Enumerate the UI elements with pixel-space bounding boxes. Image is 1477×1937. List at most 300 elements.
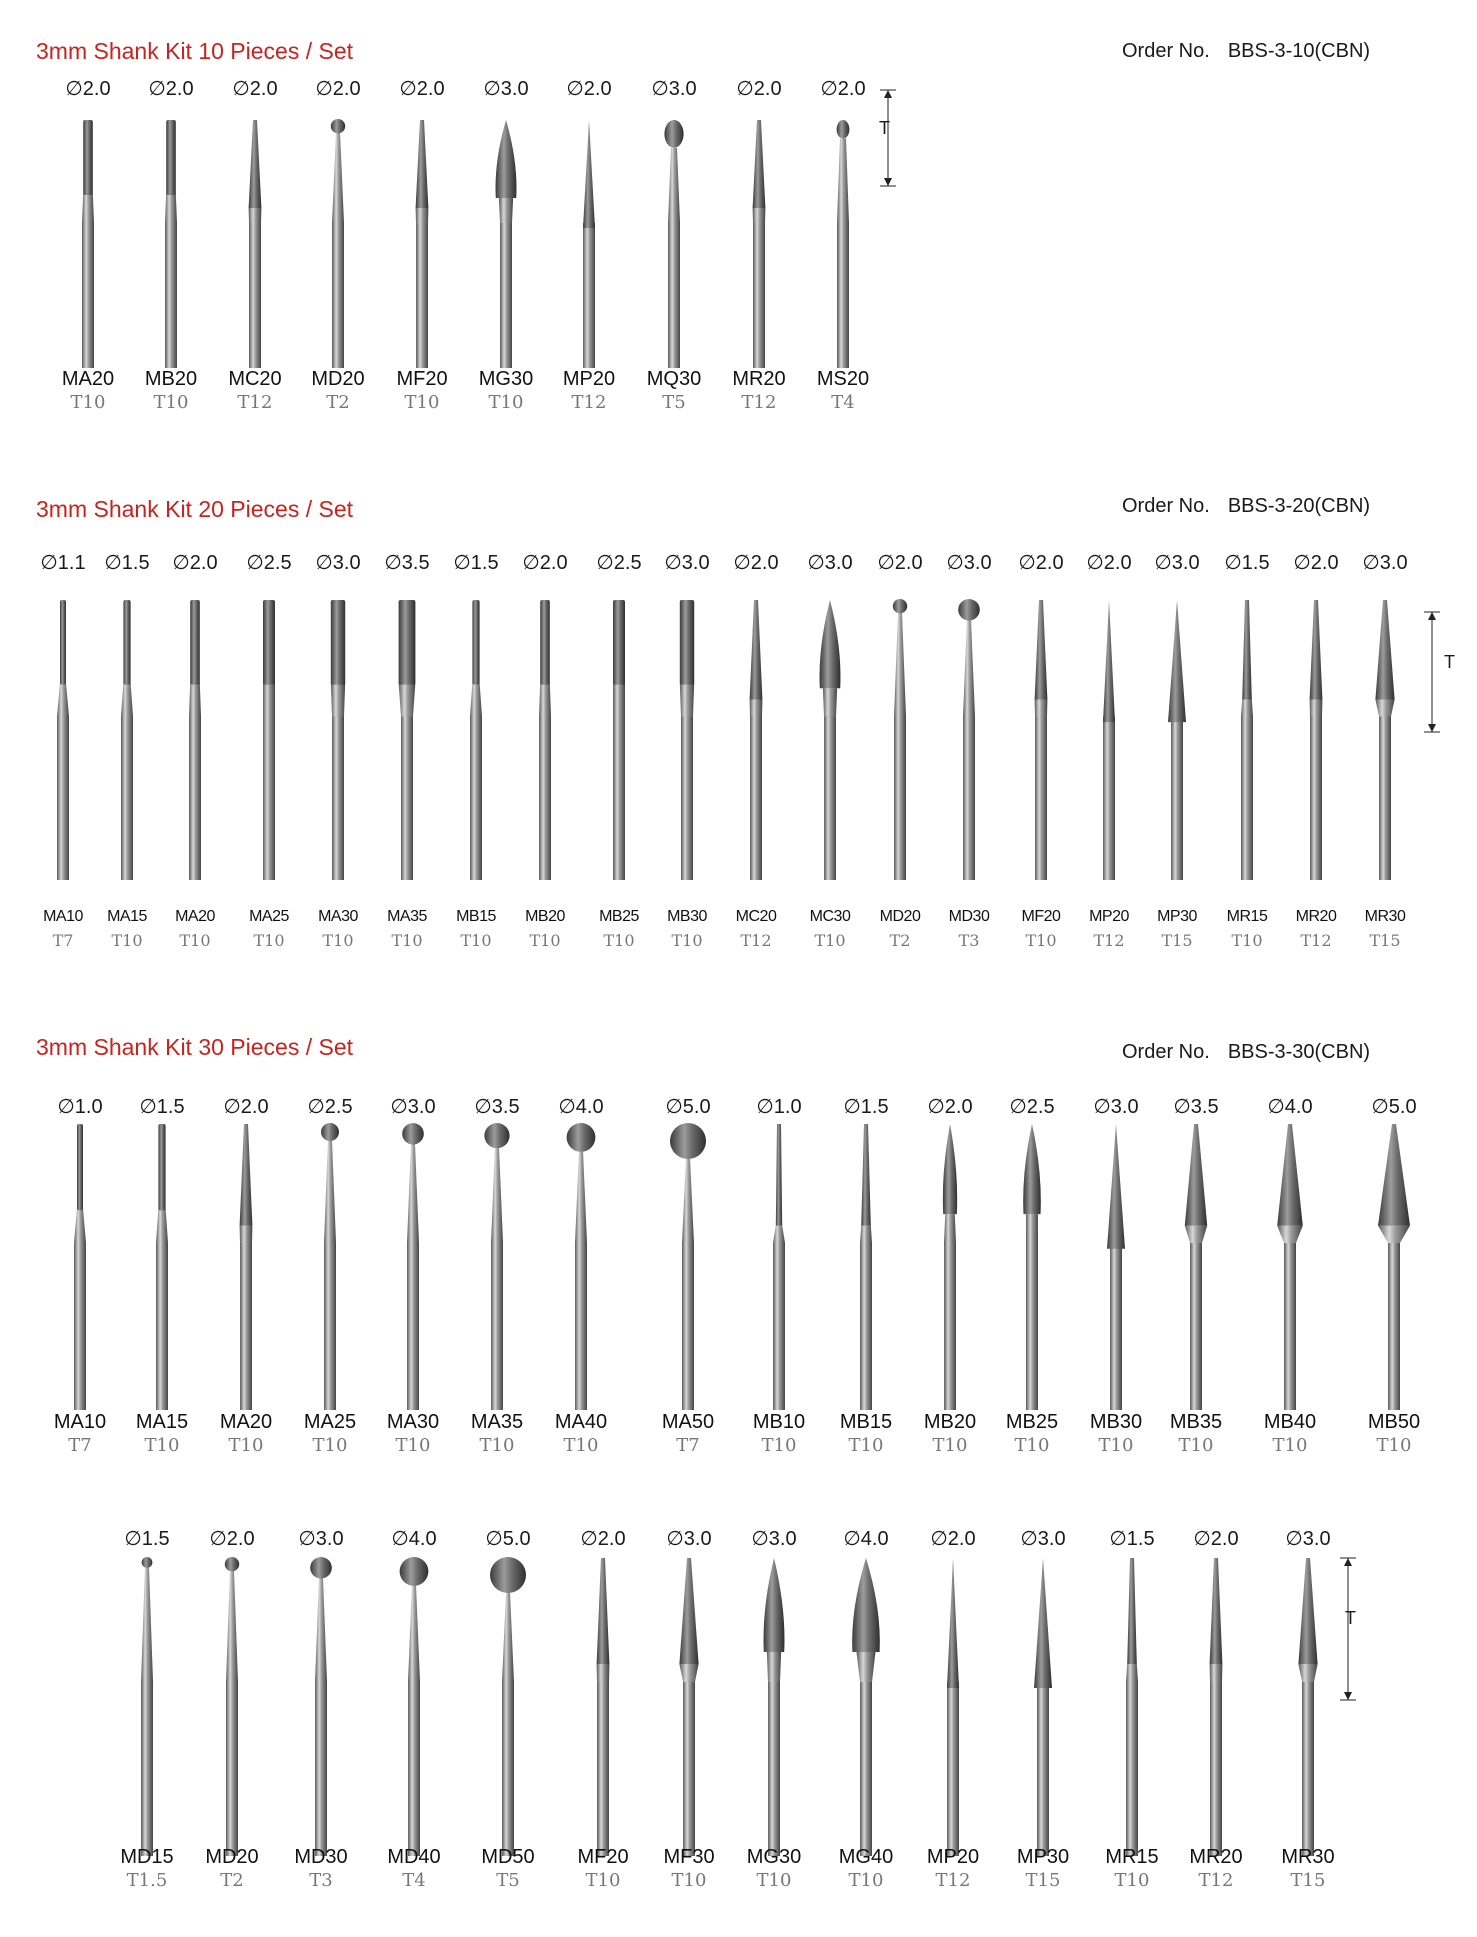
length-code: T15 (1369, 931, 1401, 950)
bur-figure (1176, 1122, 1216, 1415)
bur-image (1227, 598, 1267, 880)
diameter-label: ∅2.0 (1018, 552, 1064, 574)
diameter-label: ∅2.0 (148, 78, 194, 100)
length-code: T10 (932, 1435, 968, 1456)
grit-head (1378, 1124, 1410, 1226)
grit-head (225, 1557, 239, 1571)
bur-image (654, 118, 694, 368)
diameter-label: ∅2.0 (399, 78, 445, 100)
model-code: MD30 (294, 1846, 348, 1868)
length-t-label: T (879, 118, 890, 138)
bur-image (1365, 598, 1405, 880)
bur-image (318, 118, 358, 368)
bur-image (226, 1122, 266, 1410)
kit-title: 3mm Shank Kit 20 Pieces / Set (36, 496, 354, 522)
grit-head (958, 599, 980, 621)
bur-figure (1023, 1556, 1063, 1861)
grit-head (680, 600, 694, 685)
bur-image (301, 1556, 341, 1856)
diameter-label: ∅2.0 (877, 552, 923, 574)
grit-head (1103, 600, 1115, 722)
shank (1284, 1243, 1296, 1410)
bur-image (107, 598, 147, 880)
bur-image (846, 1122, 886, 1410)
diameter-label: ∅3.0 (946, 552, 992, 574)
model-code: MA15 (135, 1411, 189, 1433)
bur-figure (583, 1556, 623, 1861)
length-code: T12 (935, 1870, 971, 1891)
length-code: T10 (404, 392, 440, 413)
grit-head (321, 1123, 339, 1141)
grit-head (472, 600, 479, 685)
diameter-label: ∅2.0 (733, 552, 779, 574)
diameter-label: ∅1.0 (57, 1096, 103, 1118)
grit-head (331, 600, 345, 685)
bur-figure (212, 1556, 252, 1861)
bur-image (933, 1556, 973, 1856)
length-code: T4 (831, 392, 855, 413)
bur-image (318, 598, 358, 880)
grit-head (249, 120, 262, 208)
bur-figure (249, 598, 289, 885)
model-code: MP20 (926, 1846, 980, 1868)
diameter-label: ∅2.5 (596, 552, 642, 574)
bur-image (477, 1122, 517, 1410)
bur-image (1157, 598, 1197, 880)
length-code: T10 (228, 1435, 264, 1456)
length-code: T10 (1098, 1435, 1134, 1456)
length-code: T10 (1014, 1435, 1050, 1456)
shank (240, 1243, 252, 1410)
model-code: MB20 (923, 1411, 977, 1433)
bur-figure (525, 598, 565, 885)
length-code: T10 (603, 931, 635, 950)
model-code: MB30 (667, 908, 707, 925)
grit-head (670, 1123, 706, 1159)
shank (1190, 1243, 1202, 1410)
diameter-label: ∅4.0 (558, 1096, 604, 1118)
order-code: BBS-3-10(CBN) (1227, 40, 1371, 62)
shank (1110, 1243, 1122, 1410)
diameter-label: ∅2.0 (65, 78, 111, 100)
diameter-label: ∅1.5 (104, 552, 150, 574)
length-code: T10 (479, 1435, 515, 1456)
grit-head (1298, 1558, 1317, 1664)
model-code: MD30 (948, 908, 990, 925)
bur-image (1374, 1122, 1414, 1410)
diameter-label: ∅1.1 (40, 552, 86, 574)
grit-head (1023, 1124, 1041, 1214)
length-code: T3 (309, 1870, 333, 1891)
bur-figure (318, 118, 358, 373)
shank (583, 223, 595, 368)
diameter-label: ∅3.0 (807, 552, 853, 574)
grit-head (1168, 600, 1186, 722)
shank (1388, 1243, 1400, 1410)
length-t-label: T (1444, 652, 1455, 672)
grit-head (764, 1558, 785, 1652)
shank (416, 223, 428, 368)
shank (407, 1243, 419, 1410)
model-code: MA20 (61, 368, 115, 390)
length-code: T10 (585, 1870, 621, 1891)
bur-image (846, 1556, 886, 1856)
grit-head (484, 1123, 509, 1148)
bur-figure (1288, 1556, 1328, 1861)
model-code: MB40 (1263, 1411, 1317, 1433)
diameter-label: ∅3.0 (483, 78, 529, 100)
bur-figure (394, 1556, 434, 1861)
grit-head (60, 600, 66, 685)
diameter-label: ∅2.0 (580, 1528, 626, 1550)
bur-image (759, 1122, 799, 1410)
dimension-arrow (1422, 608, 1442, 736)
bur-figure (754, 1556, 794, 1861)
bur-image (930, 1122, 970, 1410)
shank (773, 1243, 785, 1410)
grit-head (750, 600, 763, 700)
shank (1026, 1243, 1038, 1410)
model-code: MR20 (732, 368, 786, 390)
bur-figure (759, 1122, 799, 1415)
kit-title: 3mm Shank Kit 30 Pieces / Set (36, 1034, 354, 1060)
shank (1035, 716, 1047, 880)
length-code: T10 (460, 931, 492, 950)
model-code: MA50 (661, 1411, 715, 1433)
grit-head (190, 600, 200, 685)
grit-head (400, 1557, 429, 1586)
shank (947, 1682, 959, 1856)
grit-head (664, 120, 683, 148)
grit-head (861, 1124, 871, 1226)
length-code: T10 (814, 931, 846, 950)
shank (597, 1682, 609, 1856)
diameter-label: ∅5.0 (665, 1096, 711, 1118)
bur-figure (318, 598, 358, 885)
bur-figure (235, 118, 275, 373)
bur-figure (107, 598, 147, 885)
length-t-indicator (878, 86, 898, 195)
model-code: MB15 (839, 1411, 893, 1433)
model-code: MA20 (219, 1411, 273, 1433)
length-code: T10 (1272, 1435, 1308, 1456)
model-code: MA40 (554, 1411, 608, 1433)
model-code: MP20 (562, 368, 616, 390)
length-code: T10 (391, 931, 423, 950)
bur-image (754, 1556, 794, 1856)
bur-figure (561, 1122, 601, 1415)
model-code: MD15 (120, 1846, 174, 1868)
length-code: T10 (671, 931, 703, 950)
order-code: BBS-3-20(CBN) (1227, 495, 1371, 517)
grit-head (402, 1123, 424, 1145)
length-code: T10 (848, 1435, 884, 1456)
length-code: T10 (312, 1435, 348, 1456)
shank (824, 716, 836, 880)
length-code: T10 (488, 392, 524, 413)
length-code: T7 (676, 1435, 700, 1456)
bur-image (1196, 1556, 1236, 1856)
model-code: MA35 (387, 908, 427, 925)
diameter-label: ∅2.5 (307, 1096, 353, 1118)
bur-figure (810, 598, 850, 885)
length-code: T10 (153, 392, 189, 413)
bur-image (175, 598, 215, 880)
bur-figure (488, 1556, 528, 1861)
bur-image (1012, 1122, 1052, 1410)
bur-image (235, 118, 275, 368)
bur-image (402, 118, 442, 368)
shank (575, 1243, 587, 1410)
length-code: T10 (756, 1870, 792, 1891)
grit-head (1375, 600, 1394, 700)
model-code: MB25 (1005, 1411, 1059, 1433)
diameter-label: ∅2.0 (1193, 1528, 1239, 1550)
shank (1302, 1682, 1314, 1856)
grit-head (1185, 1124, 1207, 1226)
diameter-label: ∅1.5 (1224, 552, 1270, 574)
model-code: MP20 (1089, 908, 1129, 925)
diameter-label: ∅5.0 (1371, 1096, 1417, 1118)
bur-figure (1270, 1122, 1310, 1415)
model-code: MR30 (1364, 908, 1406, 925)
diameter-label: ∅3.0 (666, 1528, 712, 1550)
shank (500, 223, 512, 368)
diameter-label: ∅2.0 (209, 1528, 255, 1550)
shank (74, 1243, 86, 1410)
bur-image (599, 598, 639, 880)
length-code: T10 (322, 931, 354, 950)
length-code: T1.5 (126, 1870, 168, 1891)
diameter-label: ∅3.0 (751, 1528, 797, 1550)
diameter-label: ∅2.0 (223, 1096, 269, 1118)
model-code: MF20 (1021, 908, 1061, 925)
bur-image (1288, 1556, 1328, 1856)
bur-image (569, 118, 609, 368)
order-code: BBS-3-30(CBN) (1227, 1041, 1371, 1063)
order-number (1122, 40, 1370, 63)
shank (82, 223, 94, 368)
bur-figure (739, 118, 779, 373)
grit-head (583, 120, 595, 228)
shank (1037, 1682, 1049, 1856)
bur-figure (880, 598, 920, 885)
bur-image (949, 598, 989, 880)
diameter-label: ∅2.0 (315, 78, 361, 100)
kit-title: 3mm Shank Kit 10 Pieces / Set (36, 38, 354, 64)
length-code: T10 (1231, 931, 1263, 950)
model-code: MG40 (838, 1846, 894, 1868)
model-code: MB20 (525, 908, 565, 925)
length-t-indicator (1422, 608, 1455, 741)
diameter-label: ∅3.5 (1173, 1096, 1219, 1118)
diameter-label: ∅3.0 (390, 1096, 436, 1118)
bur-image (151, 118, 191, 368)
model-code: MB15 (456, 908, 496, 925)
bur-image (310, 1122, 350, 1410)
length-code: T15 (1161, 931, 1193, 950)
shank (141, 1682, 153, 1856)
grit-head (1034, 1558, 1052, 1688)
order-number (1122, 495, 1370, 518)
length-code: T15 (1290, 1870, 1326, 1891)
bur-image (43, 598, 83, 880)
diameter-label: ∅3.0 (1362, 552, 1408, 574)
shank (539, 716, 551, 880)
length-code: T15 (1025, 1870, 1061, 1891)
shank (768, 1682, 780, 1856)
dimension-arrow (1338, 1554, 1358, 1704)
diameter-label: ∅2.5 (1009, 1096, 1055, 1118)
length-code: T12 (1198, 1870, 1234, 1891)
shank (189, 716, 201, 880)
bur-image (823, 118, 863, 368)
shank (121, 716, 133, 880)
length-code: T10 (179, 931, 211, 950)
shank (894, 716, 906, 880)
diameter-label: ∅2.5 (246, 552, 292, 574)
diameter-label: ∅3.0 (1093, 1096, 1139, 1118)
diameter-label: ∅4.0 (843, 1528, 889, 1550)
grit-head (1107, 1124, 1125, 1249)
length-code: T12 (571, 392, 607, 413)
length-code: T12 (740, 931, 772, 950)
bur-image (583, 1556, 623, 1856)
grit-head (613, 600, 625, 685)
shank (332, 223, 344, 368)
shank (681, 716, 693, 880)
bur-figure (846, 1556, 886, 1861)
model-code: MD20 (205, 1846, 259, 1868)
model-code: MB35 (1169, 1411, 1223, 1433)
length-code: T12 (1300, 931, 1332, 950)
model-code: MC20 (735, 908, 777, 925)
grit-head (1035, 600, 1048, 700)
grit-head (540, 600, 550, 685)
bur-figure (175, 598, 215, 885)
bur-image (456, 598, 496, 880)
bur-image (249, 598, 289, 880)
bur-image (880, 598, 920, 880)
bur-figure (151, 118, 191, 373)
shank (613, 716, 625, 880)
grit-head (77, 1124, 83, 1210)
shank (1310, 716, 1322, 880)
diameter-label: ∅2.0 (1293, 552, 1339, 574)
shank (315, 1682, 327, 1856)
bur-image (1023, 1556, 1063, 1856)
grit-head (399, 600, 416, 685)
diameter-label: ∅2.0 (927, 1096, 973, 1118)
grit-head (490, 1557, 526, 1593)
shank (165, 223, 177, 368)
model-code: MF20 (577, 1846, 629, 1868)
bur-figure (393, 1122, 433, 1415)
diameter-label: ∅2.0 (736, 78, 782, 100)
bur-figure (949, 598, 989, 885)
bur-image (736, 598, 776, 880)
length-t-indicator (1338, 1554, 1358, 1709)
diameter-label: ∅4.0 (391, 1528, 437, 1550)
length-code: T12 (741, 392, 777, 413)
shank (249, 223, 261, 368)
bur-image (488, 1556, 528, 1856)
bur-figure (1374, 1122, 1414, 1415)
grit-head (416, 120, 429, 208)
bur-figure (930, 1122, 970, 1415)
model-code: MR30 (1281, 1846, 1335, 1868)
bur-image (1021, 598, 1061, 880)
grit-head (753, 120, 766, 208)
bur-figure (654, 118, 694, 373)
bur-figure (569, 118, 609, 373)
bur-image (127, 1556, 167, 1856)
grit-head (496, 120, 517, 198)
bur-figure (599, 598, 639, 885)
length-code: T10 (395, 1435, 431, 1456)
grit-head (310, 1557, 332, 1579)
model-code: MD50 (481, 1846, 535, 1868)
model-code: MP30 (1157, 908, 1197, 925)
grit-head (776, 1124, 782, 1226)
length-code: T10 (563, 1435, 599, 1456)
grit-head (1242, 600, 1252, 700)
model-code: MA20 (175, 908, 215, 925)
grit-head (1277, 1124, 1303, 1226)
model-code: MR15 (1226, 908, 1268, 925)
shank (860, 1243, 872, 1410)
length-code: T7 (52, 931, 74, 950)
diameter-label: ∅3.5 (384, 552, 430, 574)
bur-figure (823, 118, 863, 373)
bur-image (1270, 1122, 1310, 1410)
bur-figure (43, 598, 83, 885)
bur-image (486, 118, 526, 368)
diameter-label: ∅3.0 (1285, 1528, 1331, 1550)
grit-head (142, 1557, 153, 1568)
grit-head (83, 120, 93, 195)
length-code: T10 (761, 1435, 797, 1456)
length-code: T12 (237, 392, 273, 413)
model-code: MA10 (53, 1411, 107, 1433)
diameter-label: ∅2.0 (820, 78, 866, 100)
diameter-label: ∅2.0 (172, 552, 218, 574)
shank (401, 716, 413, 880)
bur-image (68, 118, 108, 368)
bur-figure (1227, 598, 1267, 885)
diameter-label: ∅3.0 (651, 78, 697, 100)
shank (263, 716, 275, 880)
grit-head (943, 1124, 957, 1214)
bur-figure (668, 1122, 708, 1415)
grit-head (1127, 1558, 1137, 1664)
order-number (1122, 1041, 1370, 1064)
bur-figure (1296, 598, 1336, 885)
bur-image (739, 118, 779, 368)
model-code: MR20 (1295, 908, 1337, 925)
grit-head (123, 600, 130, 685)
bur-image (1176, 1122, 1216, 1410)
model-code: MQ30 (646, 368, 702, 390)
diameter-label: ∅4.0 (1267, 1096, 1313, 1118)
diameter-label: ∅3.0 (664, 552, 710, 574)
shank (1103, 716, 1115, 880)
shank (156, 1243, 168, 1410)
bur-figure (1012, 1122, 1052, 1415)
length-code: T2 (220, 1870, 244, 1891)
shank (226, 1682, 238, 1856)
model-code: MA30 (386, 1411, 440, 1433)
